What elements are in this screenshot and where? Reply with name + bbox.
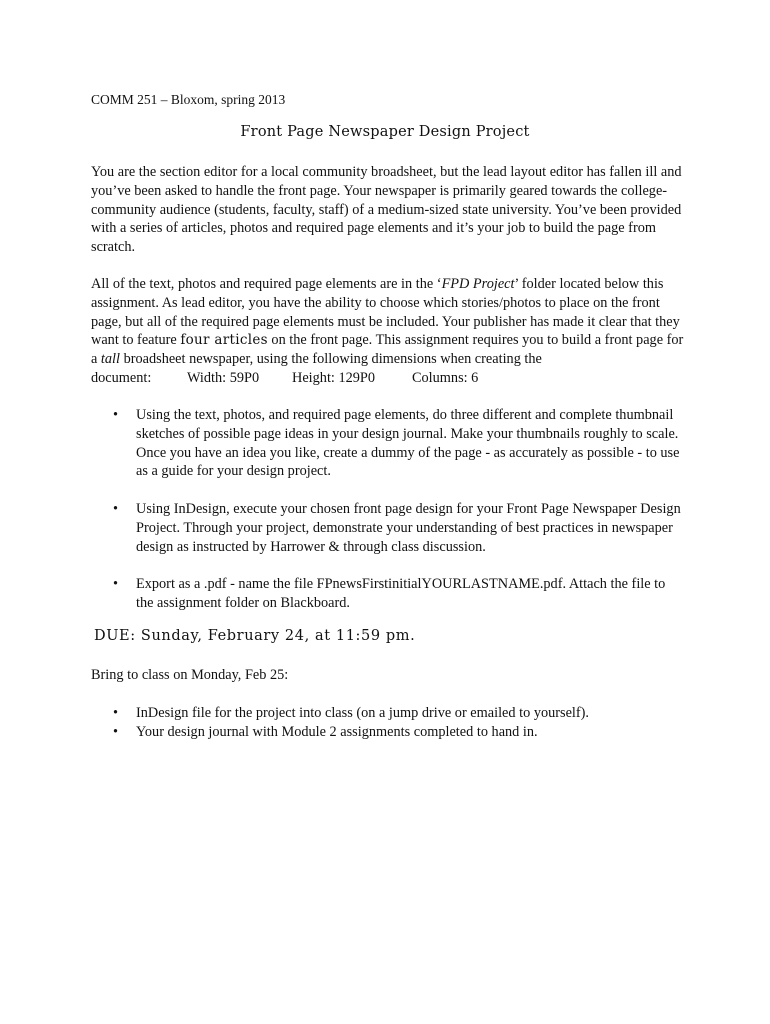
task-item xyxy=(113,575,683,613)
list-item xyxy=(113,704,589,723)
dimension-columns: Columns: 6 xyxy=(412,369,479,386)
list-item-text: Your design journal with Module 2 assignments completed to hand in. xyxy=(136,724,538,740)
due-date: DUE: Sunday, February 24, at 11:59 pm. xyxy=(94,628,416,644)
tall-emphasis: tall xyxy=(100,351,120,368)
bullet-marker: • xyxy=(113,724,119,740)
dimensions-label: document: xyxy=(91,369,152,386)
bring-to-class-intro: Bring to class on Monday, Feb 25: xyxy=(91,667,289,683)
instructions-text-3: on the front page. This assignment requires you to build a front page for a xyxy=(91,332,684,368)
bullet-marker: • xyxy=(113,501,119,517)
list-item-text: InDesign file for the project into class (on a jump drive or emailed to yourself). xyxy=(136,705,589,721)
instructions-text-1: All of the text, photos and required page elements are in the ‘ xyxy=(91,276,442,292)
dimension-width: Width: 59P0 xyxy=(187,369,260,386)
dimension-height: Height: 129P0 xyxy=(292,369,376,386)
bullet-marker: • xyxy=(113,576,119,592)
task-text: Export as a .pdf - name the file FPnewsFirstinitialYOURLASTNAME.pdf. Attach the file to the assignment folder on Blackboard. xyxy=(136,576,666,611)
bullet-marker: • xyxy=(113,705,119,721)
task-text: Using InDesign, execute your chosen front page design for your Front Page Newspaper Design Project. Through your project, demonstrate your understanding of best practices in newspaper design as instructed by Harrower & through class discussion. xyxy=(136,501,681,555)
four-articles-emphasis: four articles xyxy=(180,332,268,349)
instructions-paragraph xyxy=(91,275,691,388)
intro-paragraph: You are the section editor for a local community broadsheet, but the lead layout editor has fallen ill and you’ve been asked to handle the front page. Your newspaper is primarily geared towards the college-community audience (students, faculty, staff) of a medium-sized state university. You’ve been provided with a series of articles, photos and required page elements and it’s your job to build the page from scratch. xyxy=(91,164,682,256)
task-item xyxy=(113,500,683,556)
task-item xyxy=(113,406,683,481)
folder-name: FPD Project xyxy=(441,276,515,292)
document-dimensions xyxy=(91,370,478,386)
instructions-text-2: ’ folder located below this assignment. As lead editor, you have the ability to choose which stories/photos to place on the front page, but all of the required page elements must be included. Your publisher has made it clear that they want to feature xyxy=(91,276,680,349)
instructions-text-4: broadsheet newspaper, using the following dimensions when creating the xyxy=(120,351,542,368)
task-text: Using the text, photos, and required page elements, do three different and complete thumbnail sketches of possible page ideas in your design journal. Make your thumbnails roughly to scale. Once you have an idea you like, create a dummy of the page - as accurately as possible - to use as a guide for your design project. xyxy=(136,407,680,480)
document-title: Front Page Newspaper Design Project xyxy=(240,124,530,140)
bullet-marker: • xyxy=(113,407,119,423)
course-header: COMM 251 – Bloxom, spring 2013 xyxy=(91,92,286,107)
list-item xyxy=(113,723,538,742)
